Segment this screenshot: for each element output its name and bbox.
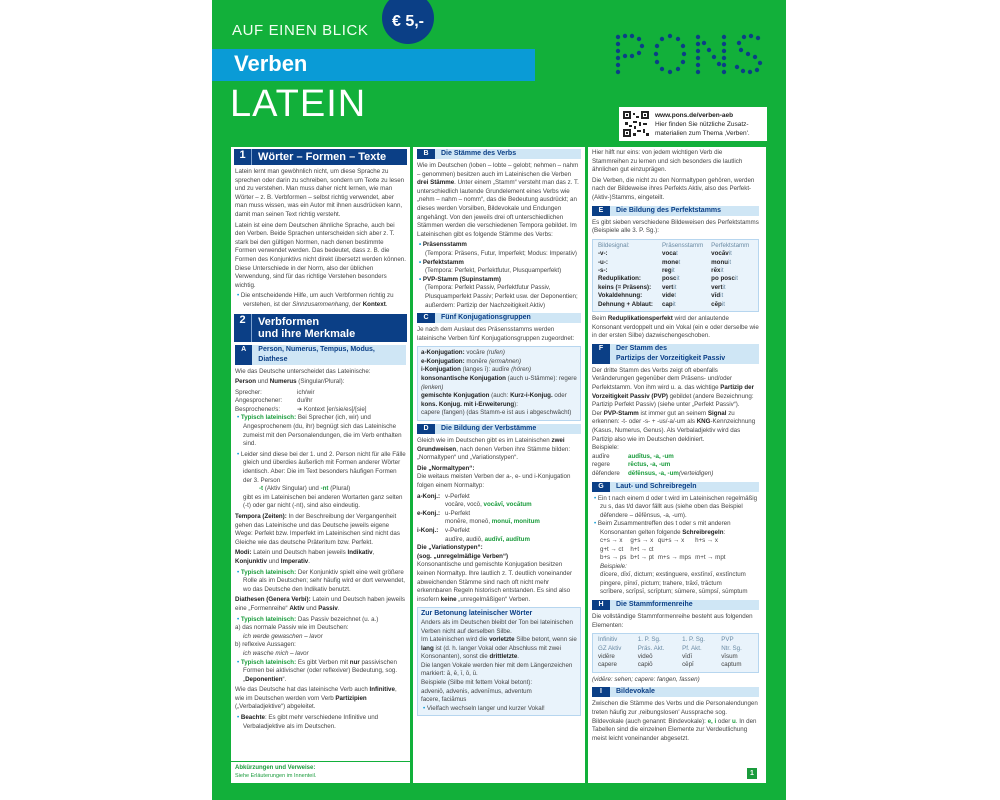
paragraph: Beim Reduplikationsperfekt wird der anlautende Konsonant verdoppelt und ein Vokal (ein e oder derselbe wie in der ersten Silbe) dazwischengeschoben. [592, 315, 759, 340]
paragraph: Je nach dem Auslaut des Präsensstamms werden lateinische Verben fünf Konjugationsgruppen zugeordnet: [417, 326, 575, 342]
paragraph: Es gibt sieben verschiedene Bildeweisen des Perfektstamms (Beispiele alle 3. P. Sg.): [592, 218, 759, 235]
section-2-header [234, 314, 407, 342]
bullet-item: • Typisch lateinisch: Der Konjunktiv spielt eine weit größere Rolle als im Deutschen; sehr häufig wird er dort verwendet, wo das Deutsche den Indikativ benutzt. [235, 569, 406, 595]
subsection-h-header: H Die Stammformenreihe [592, 600, 759, 610]
content-panel [231, 147, 766, 783]
paragraph: Gleich wie im Deutschen gibt es im Lateinischen zwei Grundweisen, nach denen Verben ihre Stämme bilden: „Normaltypen“ und „Variationstypen“. [417, 437, 571, 462]
bullet-item: • Leider sind diese bei der 1. und 2. Person nicht für alle Fälle gleich und überdies äußerlich mit Formen anderer Wörter identisch. Aber: Die im Text besonders häufigen Formen der 3. Person -t (Aktiv Singular) und -nt (Plural) gibt es im Lateinischen bei anderen Wortarten ganz selten (-t) oder gar nicht (-nt), sind also eindeutig. [235, 451, 406, 511]
example: ich werde gewaschen – lavor [243, 632, 323, 640]
paragraph: Die vollständige Stammformenreihe besteht aus folgenden Elementen: [592, 613, 753, 629]
paragraph: Der dritte Stamm des Verbs zeigt oft ebenfalls Veränderungen gegenüber dem Präsens- und/oder Perfektstamm. Von ihm wird u. a. das wichtige Partizip der Vorzeitigkeit Passiv (PVP) gebildet (andere Bezeichnung: Partizip Perfekt Passiv) (siehe unter „Perfekt Passiv“). [592, 366, 754, 409]
normal-row: e-Konj.: u-Perfekt [417, 509, 471, 517]
stem-item: • Präsensstamm [417, 241, 581, 250]
column-3: Hier hilft nur eins: von jedem wichtigen Verb die Stammreihen zu lernen und sich besonders die lautlich ähnlichen gut einzuprägen. Die Verben, die nicht zu den Normaltypen gehören, werden nach der Bildeweise ihres Perfekts Aktiv, also des Perfekt-(Aktiv-)Stamms, eingeteilt. E Die Bildung des Perfektstamms Es gibt sieben verschiedene Bildeweisen des Perfektstamms (Beispiele alle 3. P. Sg.): Bildesignal: Präsensstamm Perfektstamm -v-: vocat vocāvit -u-: monet monuit -s-: regit rēxit Reduplikation: poscit po poscit keins (= Präsens): vertit vertit Vokaldehnung: videt vīdit Dehnung + Ablaut: capit cēpit Beim Reduplikationsperfekt wird der anlautende Konsonant verdoppelt und ein Vokal (ein e oder derselbe wie in der ersten Silbe) dazwischengeschoben. F Der Stamm des Partizips der Vorzeitigkeit Passiv Der dritte Stamm des Verbs zeigt oft ebenfalls Veränderungen gegenüber dem Präsens- und/oder Perfektstamm. Von ihm wird u. a. das wichtige Partizip der Vorzeitigkeit Passiv (PVP) gebildet (andere Bezeichnung: Partizip Perfekt Passiv) (siehe unter „Perfekt Passiv“). Der PVP-Stamm ist immer gut an seinem Signal zu erkennen: -t- oder -s- + -us/-a/-um als KNG-Kennzeichnung (Kasus, Numerus, Genus). Als Verbaladjektiv wird das Partizip also wie im Deutschen dekliniert. Beispiele: audīre audītus, -a, -um regere rēctus, -a, -um dēfendere dēfēnsus, -a, -um (verteidigen) G Laut- und Schreibregeln • Ein t nach einem d oder t wird im Lateinischen regelmäßig zu s, das t/d davor fällt aus (siehe oben das Beispiel dēfendere – dēfēnsus, -a, -um). • Beim Zusammentreffen des t oder s mit anderen Konsonanten gelten folgende Schreibregeln: c+s → x g+s → x qu+s → x h+s → x g+t → ct h+t → ct b+s → ps b+t → pt m+s → mps m+t → mpt Beispiele: dīcere, dīxī, dictum; exstinguere, exstīnxī, exstīnctum pingere, pīnxī, pictum; trahere, trāxī, trāctum scrībere, scrīpsī, scrīptum; sūmere, sūmpsī, sūmptum H Die Stammformenreihe Die vollständige Stammformenreihe besteht aus folgenden Elementen: Infinitiv 1. P. Sg. 1. P. Sg. PVP GZ Aktiv Präs. Akt. Pf. Akt. Ntr. Sg. vidēre videō vīdī vīsum capere capiō cēpī captum (vidēre: sehen; capere: fangen, fassen) I Bildevokale Zwischen die Stämme des Verbs und die Personalendungen treten häufig zur ‚reibungslosen' Aussprache sog. Bildevokale (auch genannt: Bindevokale): e, i oder u. In den Tabellen sind die einzelnen Elemente zur Verdeutlichung meist leicht voneinander abgesetzt. 1 [588, 147, 763, 783]
section-title: Verbformen und ihre Merkmale [258, 315, 356, 340]
variation-heading: Die „Variationstypen“: [417, 544, 483, 552]
section-number: 1 [234, 149, 252, 165]
stem-desc: (Tempora: Präsens, Futur, Imperfekt; Modus: Imperativ) [425, 249, 577, 257]
qr-line2: Hier finden Sie nützliche Zusatz- [655, 120, 749, 128]
subsection-a-header: A Person, Numerus, Tempus, Modus, Diathese [235, 345, 406, 365]
list-item: a) das normale Passiv wie im Deutschen: [235, 624, 349, 632]
pvp-example: regere rēctus, -a, -um [592, 461, 671, 469]
conj-row: a-Konjugation: vocāre (rufen) [421, 349, 505, 357]
subtitle-bar [212, 49, 535, 81]
abbreviations-note: Abkürzungen und Verweise: Siehe Erläuterungen im Innenteil. [231, 761, 410, 783]
price-badge: € 5,- [382, 0, 434, 44]
person-row: Besprochener/s: ➔ Kontext [er/sie/es]/[sie] [235, 405, 367, 413]
betonung-box: Zur Betonung lateinischer Wörter Anders als im Deutschen bleibt der Ton bei lateinischen Verben nicht auf derselben Silbe. Im Lateinischen wird die vorletzte Silbe betont, wenn sie lang ist (d. h. langer Vokal oder Abschluss mit zwei Konsonanten), sonst die drittletzte. Die langen Vokale werden hier mit dem Längenzeichen markiert: ā, ē, ī, ō, ū. Beispiele (Silbe mit fettem Vokal betont): adveniō, advenis, advenīmus, adventum facere, faciāmus • Vielfach wechseln langer und kurzer Vokal! [417, 607, 581, 716]
stem-item: • PVP-Stamm (Supinstamm) [417, 276, 581, 285]
modi-paragraph: Modi: Latein und Deutsch haben jeweils Indikativ, Konjunktiv und Imperativ. [235, 549, 375, 565]
bullet-item: • Die entscheidende Hilfe, um auch Verbformen richtig zu verstehen, ist der Sinnzusammenhang, der Kontext. [235, 292, 406, 309]
person-row: Angesprochener: du/ihr [235, 397, 313, 405]
language-title: LATEIN [230, 83, 367, 125]
conj-row: i-Konjugation (langes ī): audīre (hören) [421, 366, 532, 374]
conj-row: gemischte Konjugation (auch: Kurz-i-Konjug. oder kons. Konjug. mit i-Erweiterung): [421, 392, 567, 408]
stem-item: • Perfektstamm [417, 259, 581, 268]
perfect-stem-table: Bildesignal: Präsensstamm Perfektstamm -v-: vocat vocāvit -u-: monet monuit -s-: regit rēxit Reduplikation: poscit po poscit keins (= Präsens): vertit vertit Vokaldehnung: videt vīdit Dehnung + Ablaut: capit cēpit [592, 239, 759, 312]
paragraph: Die Verben, die nicht zu den Normaltypen gehören, werden nach der Bildeweise ihres Perfekts Aktiv, also des Perfekt-(Aktiv-)Stamms, eingeteilt. [592, 176, 755, 201]
infinitive-paragraph: Wie das Deutsche hat das lateinische Verb auch Infinitive, wie im Deutschen werden vom Verb Partizipien („Verbaladjektive“) abgeleitet. [235, 686, 397, 711]
section-number: 2 [234, 314, 252, 342]
section-title: Wörter – Formen – Texte [258, 151, 387, 163]
column-1 [231, 147, 410, 783]
qr-info-box [619, 107, 767, 141]
person-row: Sprecher: ich/wir [235, 388, 315, 396]
subtitle: Verben [234, 51, 308, 76]
subsection-f-header: F Der Stamm des Partizips der Vorzeitigkeit Passiv [592, 344, 759, 364]
bullet-item: • Typisch lateinisch: Es gibt Verben mit nur passivischen Formen bei aktivischer (oder reflexiver) Bedeutung, sog. „Deponentien“. [235, 659, 406, 685]
conjugation-box [417, 346, 581, 421]
stem-desc: (Tempora: Perfekt Passiv, Perfektfutur Passiv, Plusquamperfekt Passiv; Perfekt usw. der Deponentien; außerdem: Partizip der Nachzeitigkeit Aktiv) [425, 284, 578, 309]
paragraph: Die weitaus meisten Verben der a-, e- und i-Konjugation folgen einem Normaltyp: [417, 473, 571, 489]
bullet-item: • Beim Zusammentreffen des t oder s mit anderen Konsonanten gelten folgende Schreibregeln: [592, 520, 759, 537]
paragraph: Wie das Deutsche unterscheidet das Lateinische: [235, 367, 371, 375]
stammformen-table: Infinitiv 1. P. Sg. 1. P. Sg. PVP GZ Aktiv Präs. Akt. Pf. Akt. Ntr. Sg. vidēre videō vīdī vīsum capere capiō cēpī captum [592, 633, 759, 673]
page-number-badge: 1 [747, 768, 757, 779]
paragraph: Latein ist eine dem Deutschen ähnliche Sprache, auch bei den Verben. Beide Sprachen unterscheiden sich aber z. T. stark bei den gültigen Normen, nach denen bestimmte Formen verwendet werden. Das bedeutet, dass z. B. die Formen des Konjunktivs nicht direkt übersetzt werden können. Diese Unterschiede in der Norm, also der üblichen Verwendung, sind für das richtige Verstehen besonders wichtig. [235, 221, 406, 289]
qr-line3: materialien zum Thema ‚Verben'. [655, 129, 750, 137]
bullet-item: • Typisch lateinisch: Das Passiv bezeichnet (u. a.) [235, 616, 406, 625]
pons-logo-icon [612, 32, 802, 82]
column-2 [410, 147, 588, 783]
conj-example: capere (fangen) (das Stamm-e ist aus i abgeschwächt) [421, 409, 572, 417]
series-label: AUF EINEN BLICK [232, 22, 369, 39]
example: ich wasche mich – lavor [243, 649, 309, 657]
normal-row: i-Konj.: v-Perfekt [417, 526, 470, 534]
subsection-c-header: C Fünf Konjugationsgruppen [417, 313, 581, 323]
diathesen-paragraph: Diathesen (Genera Verbi): Latein und Deutsch haben jeweils eine „Formenreihe“ Aktiv und Passiv. [235, 596, 405, 612]
spelling-rules: c+s → x g+s → x qu+s → x h+s → x g+t → ct h+t → ct b+s → ps b+t → pt m+s → mps m+t → mpt [600, 537, 726, 562]
subsection-d-header: D Die Bildung der Verbstämme [417, 424, 581, 434]
subsection-e-header: E Die Bildung des Perfektstamms [592, 206, 759, 216]
subsection-i-header: I Bildevokale [592, 687, 759, 697]
normal-heading: Die „Normaltypen“: [417, 464, 475, 472]
note: (vidēre: sehen; capere: fangen, fassen) [592, 675, 700, 683]
pvp-example: audīre audītus, -a, -um [592, 452, 674, 460]
paragraph: Hier hilft nur eins: von jedem wichtigen Verb die Stammreihen zu lernen und sich besonders die lautlich ähnlichen gut einzuprägen. [592, 149, 743, 174]
paragraph: Wie im Deutschen (loben – lobte – gelobt; nehmen – nahm – genommen) besitzen auch im Lateinischen die Verben drei Stämme. Unter einem „Stamm“ versteht man das z. T. unterschiedlich lautende Grundelement eines Verbs wie „nehm – nahm – nomm“, das die Bedeutung ausdrückt; an dieses werden Vorsilben, Bildevokale und Endungen angehängt. Von den jeweils drei oft unterschiedlichen Stämmen werden die verschiedenen Tempora gebildet. Im Lateinischen gibt es folgende Stämme des Verbs: [417, 162, 579, 238]
normal-forms: audīre, audiō, audīvī, audītum [445, 535, 530, 543]
conj-row: e-Konjugation: monēre (ermahnen) [421, 357, 522, 365]
section-1-header [234, 149, 407, 165]
stem-desc: (Tempora: Perfekt, Perfektfutur, Plusquamperfekt) [425, 267, 562, 275]
normal-row: a-Konj.: v-Perfekt [417, 492, 470, 500]
list-item: b) reflexive Aussagen: [235, 641, 296, 649]
normal-forms: monēre, moneō, monuī, monitum [445, 518, 540, 526]
subsection-g-header: G Laut- und Schreibregeln [592, 482, 759, 492]
qr-url[interactable]: www.pons.de/verben-aeb [655, 111, 734, 119]
bullet-item: • Typisch lateinisch: Bei Sprecher (ich, wir) und Angesprochenem (du, ihr) begnügt sich das Lateinische zumeist mit den Personalendungen, die im Verb enthalten sind. [235, 414, 406, 448]
paragraph: Der PVP-Stamm ist immer gut an seinem Signal zu erkennen: -t- oder -s- + -us/-a/-um als KNG-Kennzeichnung (Kasus, Numerus, Genus). Als Verbaladjektiv wird das Partizip also wie im Deutschen dekliniert. [592, 409, 756, 443]
paragraph: Konsonantische und gemischte Konjugation besitzen keinen Normaltyp. Ihre lautlich z. T. deutlich voneinander abweichenden Stämme sind nach oft nicht mehr erkennbaren Regeln historisch entstanden. Es sind also insofern keine „unregelmäßigen“ Verben. [417, 561, 573, 603]
bullet-item: • Ein t nach einem d oder t wird im Lateinischen regelmäßig zu s, das t/d davor fällt aus (siehe oben das Beispiel dēfendere – dēfēnsus, -a, -um). [592, 495, 759, 521]
pvp-example: dēfendere dēfēnsus, -a, -um (verteidigen) [592, 469, 714, 477]
tempora-paragraph: Tempora (Zeiten): In der Beschreibung der Vergangenheit gehen das Lateinische und das Deutsche jeweils eigene Wege: Perfekt bzw. Imperfekt im Lateinischen sind nicht das Gleiche wie das deutsche Präteritum bzw. Perfekt. [235, 513, 400, 546]
paragraph: Zwischen die Stämme des Verbs und die Personalendungen treten häufig zur ‚reibungslosen' Aussprache sog. Bildevokale (auch genannt: Bindevokale): e, i oder u. In den Tabellen sind die einzelnen Elemente zur Verdeutlichung meist leicht voneinander abgesetzt. [592, 700, 758, 742]
person-numerus-line: Person und Numerus (Singular/Plural): [235, 378, 345, 386]
normal-forms: vocāre, vocō, vocāvī, vocātum [445, 501, 532, 509]
variation-subheading: (sog. „unregelmäßige Verben“) [417, 552, 509, 560]
qr-code-icon[interactable] [623, 111, 649, 137]
bullet-item: • Beachte: Es gibt mehr verschiedene Infinitive und Verbaladjektive als im Deutschen. [235, 714, 406, 731]
subsection-b-header: B Die Stämme des Verbs [417, 149, 581, 159]
conj-row: konsonantische Konjugation (auch u-Stämme): regere (lenken) [421, 375, 577, 391]
paragraph: Latein lernt man gewöhnlich nicht, um diese Sprache zu sprechen oder darin zu schreiben, sondern um Texte zu lesen und zu verstehen. Man muss daher nicht lernen, wie man Wörter – z. B. Verbformen – selbst richtig verwendet, aber man muss wissen, was ein Autor mit ihnen ausdrücken kann, damit man seinen Text richtig versteht. [235, 168, 405, 218]
